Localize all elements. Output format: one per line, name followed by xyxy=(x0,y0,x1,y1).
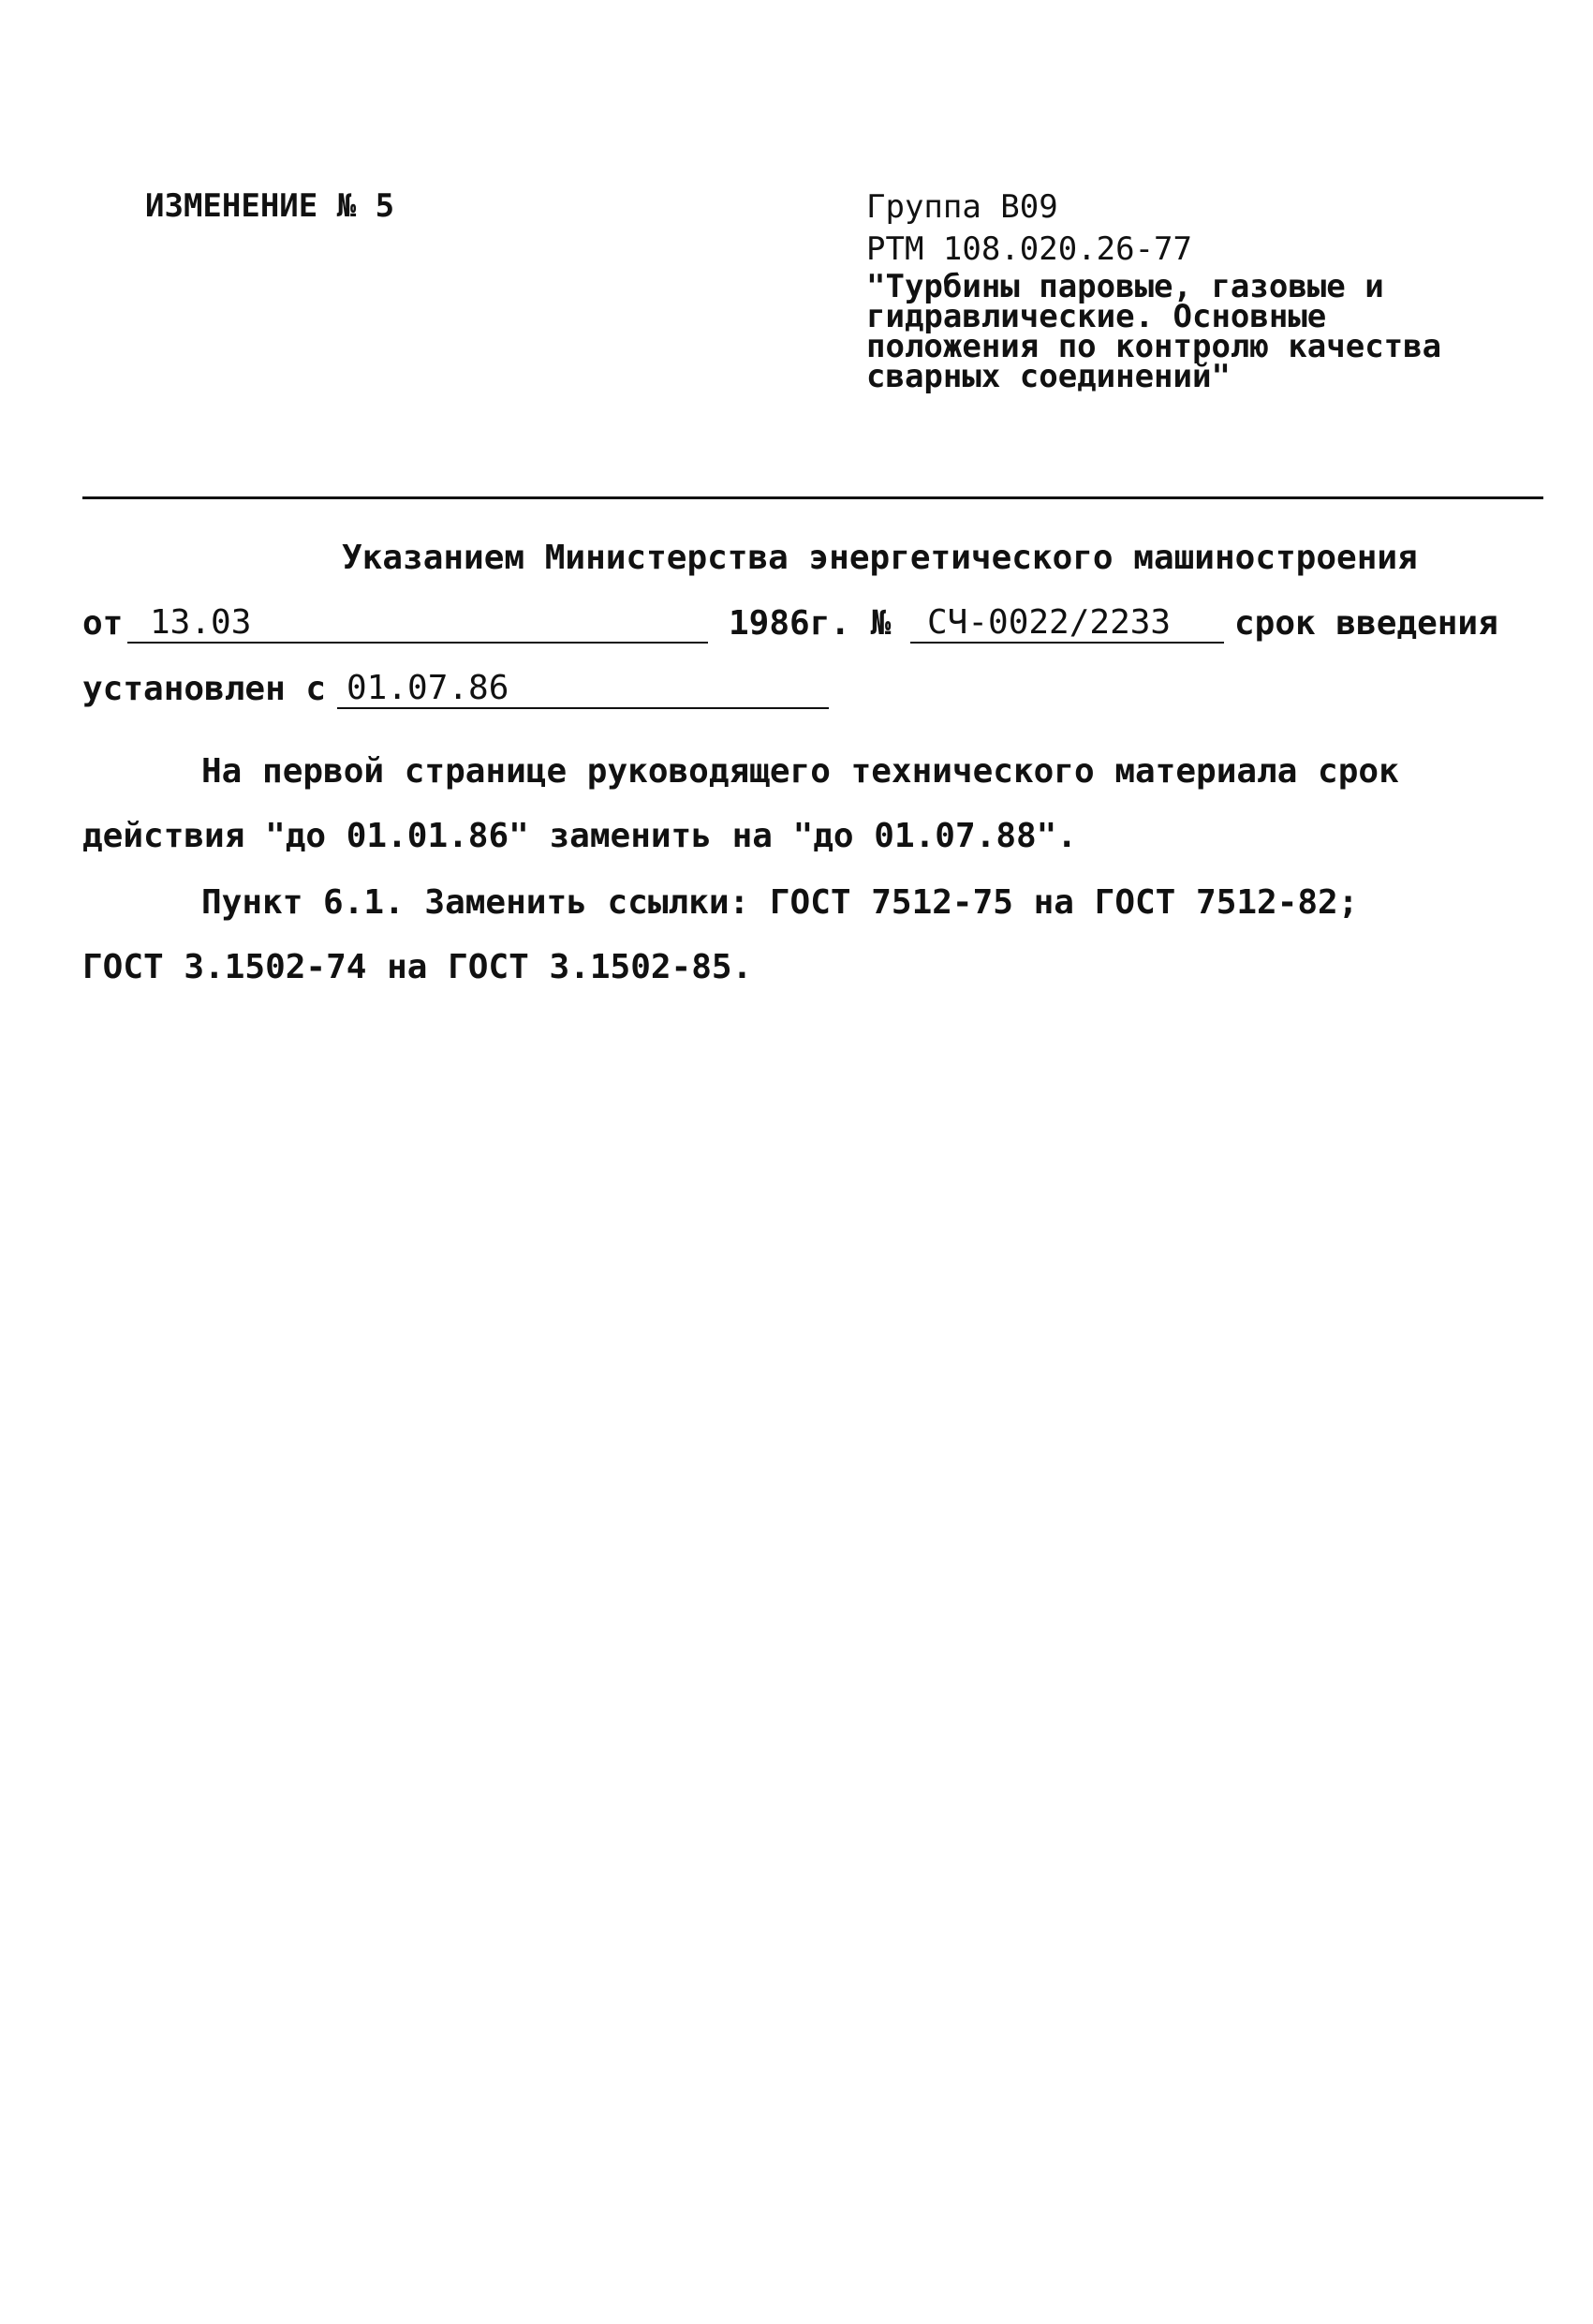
term-label: срок введения xyxy=(1234,604,1498,643)
document-code: РТМ 108.020.26-77 xyxy=(866,230,1192,268)
document-title-line-2: гидравлические. Основные xyxy=(866,298,1327,335)
decree-date-field: 13.03 xyxy=(127,604,708,644)
document-title-line-4: сварных соединений" xyxy=(866,358,1231,395)
document-title-line-1: "Турбины паровые, газовые и xyxy=(866,268,1384,305)
from-label: от xyxy=(82,604,124,643)
group-label: Группа В09 xyxy=(866,188,1058,226)
paragraph-2-line-2: ГОСТ 3.1502-74 на ГОСТ 3.1502-85. xyxy=(82,948,753,986)
paragraph-1-line-1: На первой странице руководящего технического материала срок xyxy=(201,752,1399,791)
decree-line-1: Указанием Министерства энергетического машиностроения xyxy=(342,539,1418,577)
year-number-label: 1986г. № xyxy=(729,604,892,643)
decree-number-field: СЧ-0022/2233 xyxy=(910,604,1224,644)
header-divider xyxy=(82,496,1543,499)
change-number-label: ИЗМЕНЕНИЕ № 5 xyxy=(145,187,395,225)
paragraph-2-line-1: Пункт 6.1. Заменить ссылки: ГОСТ 7512-75 на ГОСТ 7512-82; xyxy=(201,883,1359,922)
paragraph-1-line-2: действия "до 01.01.86" заменить на "до 01.07.88". xyxy=(82,817,1078,855)
document-title-line-3: положения по контролю качества xyxy=(866,328,1442,365)
established-label: установлен с xyxy=(82,670,327,708)
established-date-field: 01.07.86 xyxy=(337,670,829,709)
